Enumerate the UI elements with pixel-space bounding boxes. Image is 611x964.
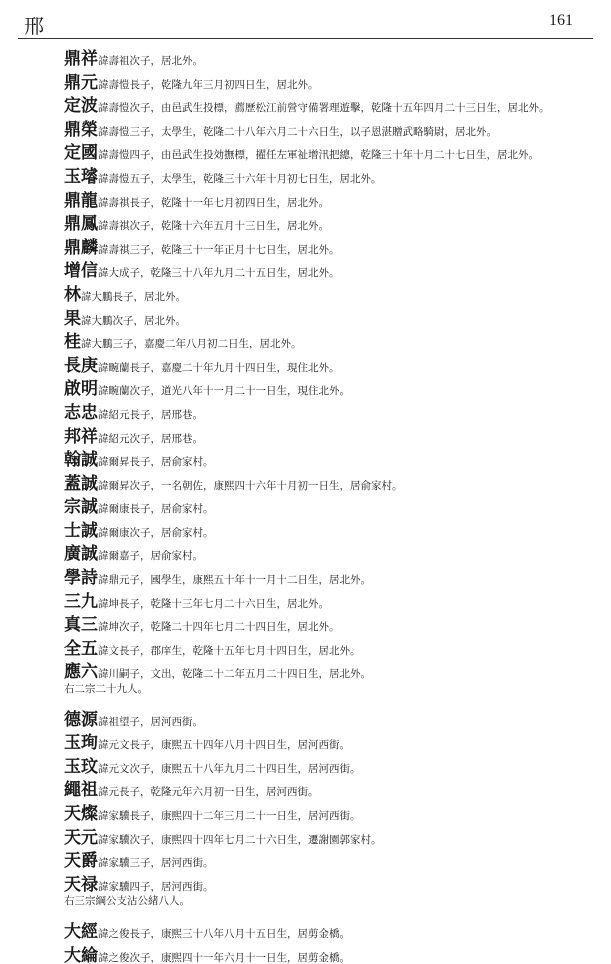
genealogy-entry <box>64 775 594 799</box>
genealogy-entry <box>64 44 594 68</box>
entry-name: 鼎祥 <box>64 49 98 68</box>
summary-note <box>64 681 594 705</box>
entry-name: 啟明 <box>64 379 98 398</box>
genealogy-entry <box>64 870 594 894</box>
entry-name: 全五 <box>64 638 98 658</box>
genealogy-entry <box>64 162 594 186</box>
entry-name: 天燦 <box>64 804 98 823</box>
genealogy-entry <box>64 610 594 634</box>
genealogy-entry <box>64 304 594 328</box>
entry-name: 定波 <box>64 96 98 115</box>
entry-name: 玉玟 <box>64 756 98 776</box>
genealogy-entry <box>64 752 594 776</box>
summary-text: 右三宗綱公支沾公緒八人。 <box>64 895 190 908</box>
entry-details: 諱壽愷次子，由邑武生投標，薦歷松江前營守備署理遊擊，乾隆十五年四月二十三日生，居北外。 <box>98 102 550 115</box>
entry-name: 鼎龍 <box>64 190 98 210</box>
entry-name: 天禄 <box>64 874 98 894</box>
header-rule <box>18 38 593 39</box>
entry-name: 蓋誠 <box>64 473 98 493</box>
entry-name: 三九 <box>64 591 98 611</box>
entry-details: 諱川嗣子，文出，乾隆二十二年五月二十四日生，居北外。 <box>98 668 371 681</box>
genealogy-entry <box>64 941 594 964</box>
summary-text: 右二宗二十九人。 <box>64 683 148 696</box>
entry-details: 諱壽祺長子，乾隆十一年七月初四日生，居北外。 <box>98 196 329 209</box>
genealogy-entry <box>64 91 594 115</box>
genealogy-entry <box>64 469 594 493</box>
entry-details: 諱爾昇次子，一名朝佐，康熙四十六年十月初一日生，居俞家村。 <box>98 479 403 492</box>
genealogy-entry <box>64 705 594 729</box>
genealogy-entries <box>64 44 594 964</box>
entry-name: 玉珣 <box>64 733 98 752</box>
entry-details: 諱之俊長子，康熙三十八年八月十五日生，居剪金橋。 <box>98 927 350 940</box>
entry-details: 諱壽祺三子，乾隆三十一年正月十七日生，居北外。 <box>98 243 340 256</box>
page-number: 161 <box>549 12 573 29</box>
genealogy-entry <box>64 492 594 516</box>
entry-name: 鼎榮 <box>64 119 98 139</box>
genealogy-entry <box>64 823 594 847</box>
entry-details: 諱壽祖次子，居北外。 <box>98 55 203 67</box>
genealogy-entry <box>64 115 594 139</box>
genealogy-entry <box>64 799 594 823</box>
genealogy-entry <box>64 657 594 681</box>
entry-name: 長庚 <box>64 355 98 375</box>
entry-details: 諱家驥次子，康熙四十四年七月二十六日生，遷謝園郭家村。 <box>98 833 382 846</box>
entry-name: 天爵 <box>64 851 98 870</box>
entry-name: 邦祥 <box>64 426 98 446</box>
entry-details: 諱爾昇長子，居俞家村。 <box>98 456 214 469</box>
entry-name: 大經 <box>64 921 98 941</box>
entry-name: 宗誠 <box>64 497 98 516</box>
genealogy-entry <box>64 327 594 351</box>
entry-details: 諱家驥四子，居河西街。 <box>98 880 214 893</box>
entry-name: 鼎元 <box>64 72 98 92</box>
summary-note <box>64 893 594 917</box>
genealogy-entry <box>64 422 594 446</box>
entry-name: 德源 <box>64 709 98 729</box>
genealogy-entry <box>64 728 594 752</box>
genealogy-entry <box>64 634 594 658</box>
entry-name: 真三 <box>64 615 98 634</box>
entry-name: 廣誠 <box>64 544 98 564</box>
entry-details: 諱壽祺次子，乾隆十六年五月十三日生，居北外。 <box>98 220 329 233</box>
entry-details: 諱畹蘭次子，道光八年十一月二十一日生，現住北外。 <box>98 385 350 398</box>
entry-details: 諱鼎元子，國學生，康熙五十年十一月十二日生，居北外。 <box>98 574 371 587</box>
genealogy-entry <box>64 539 594 563</box>
genealogy-entry <box>64 374 594 398</box>
genealogy-entry <box>64 587 594 611</box>
genealogy-entry <box>64 445 594 469</box>
entry-name: 翰誠 <box>64 450 98 469</box>
entry-details: 諱畹蘭長子，嘉慶二十年九月十四日生，現住北外。 <box>98 361 340 374</box>
entry-details: 諱大鵬三子，嘉慶二年八月初二日生，居北外。 <box>81 338 302 351</box>
entry-details: 諱大鵬次子，居北外。 <box>81 314 186 327</box>
genealogy-entry <box>64 209 594 233</box>
entry-details: 諱壽愷長子，乾隆九年三月初四日生，居北外。 <box>98 78 319 91</box>
genealogy-entry <box>64 516 594 540</box>
genealogy-entry <box>64 186 594 210</box>
entry-name: 增信 <box>64 261 98 280</box>
entry-details: 諱坤次子，乾隆二十四年七月二十四日生，居北外。 <box>98 621 340 634</box>
entry-name: 士誠 <box>64 520 98 540</box>
entry-details: 諱壽愷三子，太學生，乾隆二十八年六月二十六日生，以子恩湛贈武略騎尉，居北外。 <box>98 125 497 138</box>
entry-details: 諱爾康次子，居俞家村。 <box>98 526 214 539</box>
genealogy-entry <box>64 138 594 162</box>
entry-details: 諱元長子，乾隆元年六月初一日生，居河西街。 <box>98 786 319 799</box>
genealogy-entry <box>64 280 594 304</box>
entry-details: 諱爾嘉子，居俞家村。 <box>98 550 203 563</box>
entry-details: 諱爾康長子，居俞家村。 <box>98 503 214 516</box>
genealogy-entry <box>64 68 594 92</box>
entry-name: 志忠 <box>64 402 98 422</box>
entry-details: 諱之俊次子，康熙四十一年六月十一日生，居剪金橋。 <box>98 951 350 964</box>
entry-details: 諱紹元長子，居邢巷。 <box>98 408 203 421</box>
entry-details: 諱祖望子，居河西街。 <box>98 715 203 728</box>
entry-name: 大綸 <box>64 945 98 964</box>
entry-details: 諱家驥長子，康熙四十二年三月二十一日生，居河西街。 <box>98 810 361 822</box>
genealogy-entry <box>64 351 594 375</box>
genealogy-entry <box>64 563 594 587</box>
running-head-surname: 邢 <box>24 14 44 38</box>
entry-name: 林 <box>64 284 81 304</box>
entry-name: 果 <box>64 308 81 328</box>
entry-details: 諱壽愷四子，由邑武生投効撫標，擢任左軍祉增汛把總，乾隆三十年十月二十七日生，居北外。 <box>98 149 539 162</box>
entry-name: 天元 <box>64 827 98 847</box>
entry-name: 玉璿 <box>64 166 98 186</box>
entry-details: 諱壽愷五子，太學生，乾隆三十六年十月初七日生，居北外。 <box>98 172 382 185</box>
genealogy-entry <box>64 846 594 870</box>
entry-details: 諱坤長子，乾隆十三年七月二十六日生，居北外。 <box>98 597 329 610</box>
genealogy-entry <box>64 917 594 941</box>
entry-name: 學詩 <box>64 568 98 587</box>
entry-name: 鼎鳳 <box>64 214 98 233</box>
entry-name: 應六 <box>64 662 98 682</box>
entry-details: 諱大鵬長子，居北外。 <box>81 290 186 303</box>
entry-name: 鼎麟 <box>64 237 98 257</box>
entry-details: 諱大成子，乾隆三十八年九月二十五日生，居北外。 <box>98 267 340 280</box>
genealogy-entry <box>64 256 594 280</box>
entry-details: 諱元文長子，康熙五十四年八月十四日生，居河西街。 <box>98 739 350 752</box>
page-header <box>18 6 593 36</box>
entry-details: 諱文長子，郡庠生，乾隆十五年七月十四日生，居北外。 <box>98 644 361 657</box>
entry-details: 諱元文次子，康熙五十八年九月二十四日生，居河西街。 <box>98 762 361 775</box>
entry-name: 繩祖 <box>64 780 98 799</box>
entry-details: 諱紹元次子，居邢巷。 <box>98 432 203 445</box>
genealogy-entry <box>64 233 594 257</box>
entry-details: 諱家驥三子，居河西街。 <box>98 857 214 870</box>
entry-name: 桂 <box>64 332 81 351</box>
entry-name: 定國 <box>64 143 98 162</box>
genealogy-entry <box>64 398 594 422</box>
